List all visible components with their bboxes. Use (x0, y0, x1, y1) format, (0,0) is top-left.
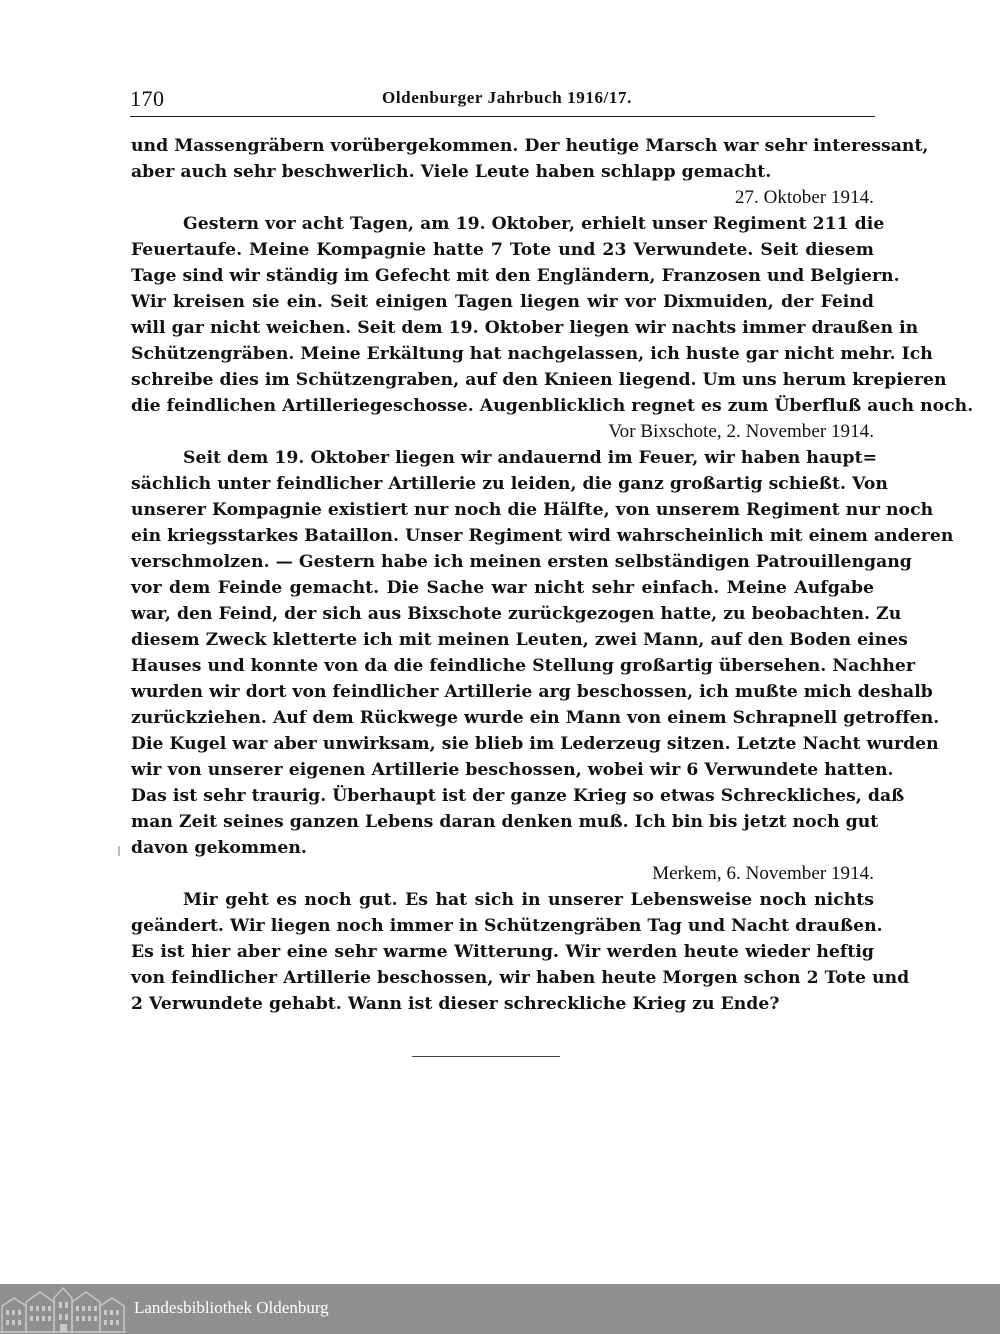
text-line: die feindlichen Artilleriegeschosse. Augenblicklich regnet es zum Überfluß auch noch. (131, 396, 974, 416)
text-line: vor dem Feinde gemacht. Die Sache war nicht sehr einfach. Meine Aufgabe (131, 578, 874, 598)
scan-speck (118, 846, 120, 856)
text-line: wir von unserer eigenen Artillerie beschossen, wobei wir 6 Verwundete hatten. (131, 760, 894, 780)
text-line: Mir geht es noch gut. Es hat sich in unserer Lebensweise noch nichts (183, 890, 874, 910)
text-line: Feuertaufe. Meine Kompagnie hatte 7 Tote und 23 Verwundete. Seit diesem (131, 240, 874, 260)
text-line: von feindlicher Artillerie beschossen, wir haben heute Morgen schon 2 Tote und (131, 968, 910, 988)
text-line: zurückziehen. Auf dem Rückwege wurde ein Mann von einem Schrapnell getroffen. (131, 708, 940, 728)
dateline: Vor Bixschote, 2. November 1914. (608, 421, 874, 442)
end-rule (412, 1056, 560, 1057)
text-line: verschmolzen. — Gestern habe ich meinen ersten selbständigen Patrouillengang (131, 552, 912, 572)
text-line: aber auch sehr beschwerlich. Viele Leute haben schlapp gemacht. (131, 162, 772, 182)
text-line: unserer Kompagnie existiert nur noch die Hälfte, von unserem Regiment nur noch (131, 500, 934, 520)
text-line: war, den Feind, der sich aus Bixschote zurückgezogen hatte, zu beobachten. Zu (131, 604, 902, 624)
library-building-icon (0, 1284, 126, 1334)
text-line: Das ist sehr traurig. Überhaupt ist der ganze Krieg so etwas Schreckliches, daß (131, 786, 905, 806)
footer-bar (0, 1284, 1000, 1334)
text-line: 2 Verwundete gehabt. Wann ist dieser schreckliche Krieg zu Ende? (131, 994, 780, 1014)
journal-title: Oldenburger Jahrbuch 1916/17. (382, 88, 632, 107)
text-line: sächlich unter feindlicher Artillerie zu leiden, die ganz großartig schießt. Von (131, 474, 888, 494)
text-line: geändert. Wir liegen noch immer in Schützengräben Tag und Nacht draußen. (131, 916, 883, 936)
dateline: Merkem, 6. November 1914. (652, 863, 874, 884)
text-line: man Zeit seines ganzen Lebens daran denken muß. Ich bin bis jetzt noch gut (131, 812, 879, 832)
running-head (130, 86, 875, 117)
text-line: Hauses und konnte von da die feindliche Stellung großartig übersehen. Nachher (131, 656, 915, 676)
text-line: Schützengräben. Meine Erkältung hat nachgelassen, ich huste gar nicht mehr. Ich (131, 344, 933, 364)
text-line: Es ist hier aber eine sehr warme Witterung. Wir werden heute wieder heftig (131, 942, 874, 962)
text-line: ein kriegsstarkes Bataillon. Unser Regiment wird wahrscheinlich mit einem anderen (131, 526, 954, 546)
text-line: Tage sind wir ständig im Gefecht mit den Engländern, Franzosen und Belgiern. (131, 266, 900, 286)
dateline: 27. Oktober 1914. (734, 187, 874, 208)
text-line: Gestern vor acht Tagen, am 19. Oktober, erhielt unser Regiment 211 die (183, 214, 885, 234)
body-text (131, 133, 974, 1017)
text-line: Seit dem 19. Oktober liegen wir andauernd im Feuer, wir haben haupt= (183, 448, 878, 468)
text-line: schreibe dies im Schützengraben, auf den Knieen liegend. Um uns herum krepieren (131, 370, 947, 390)
text-line: davon gekommen. (131, 838, 307, 858)
library-name: Landesbibliothek Oldenburg (134, 1298, 329, 1317)
text-line: diesem Zweck kletterte ich mit meinen Leuten, zwei Mann, auf den Boden eines (131, 630, 908, 650)
text-line: und Massengräbern vorübergekommen. Der heutige Marsch war sehr interessant, (131, 136, 929, 156)
text-line: wurden wir dort von feindlicher Artillerie arg beschossen, ich mußte mich deshalb (131, 682, 933, 702)
text-line: Wir kreisen sie ein. Seit einigen Tagen liegen wir vor Dixmuiden, der Feind (131, 292, 874, 312)
text-line: will gar nicht weichen. Seit dem 19. Oktober liegen wir nachts immer draußen in (131, 318, 919, 338)
page-number: 170 (130, 86, 165, 111)
text-line: Die Kugel war aber unwirksam, sie blieb im Lederzeug sitzen. Letzte Nacht wurden (131, 734, 939, 754)
